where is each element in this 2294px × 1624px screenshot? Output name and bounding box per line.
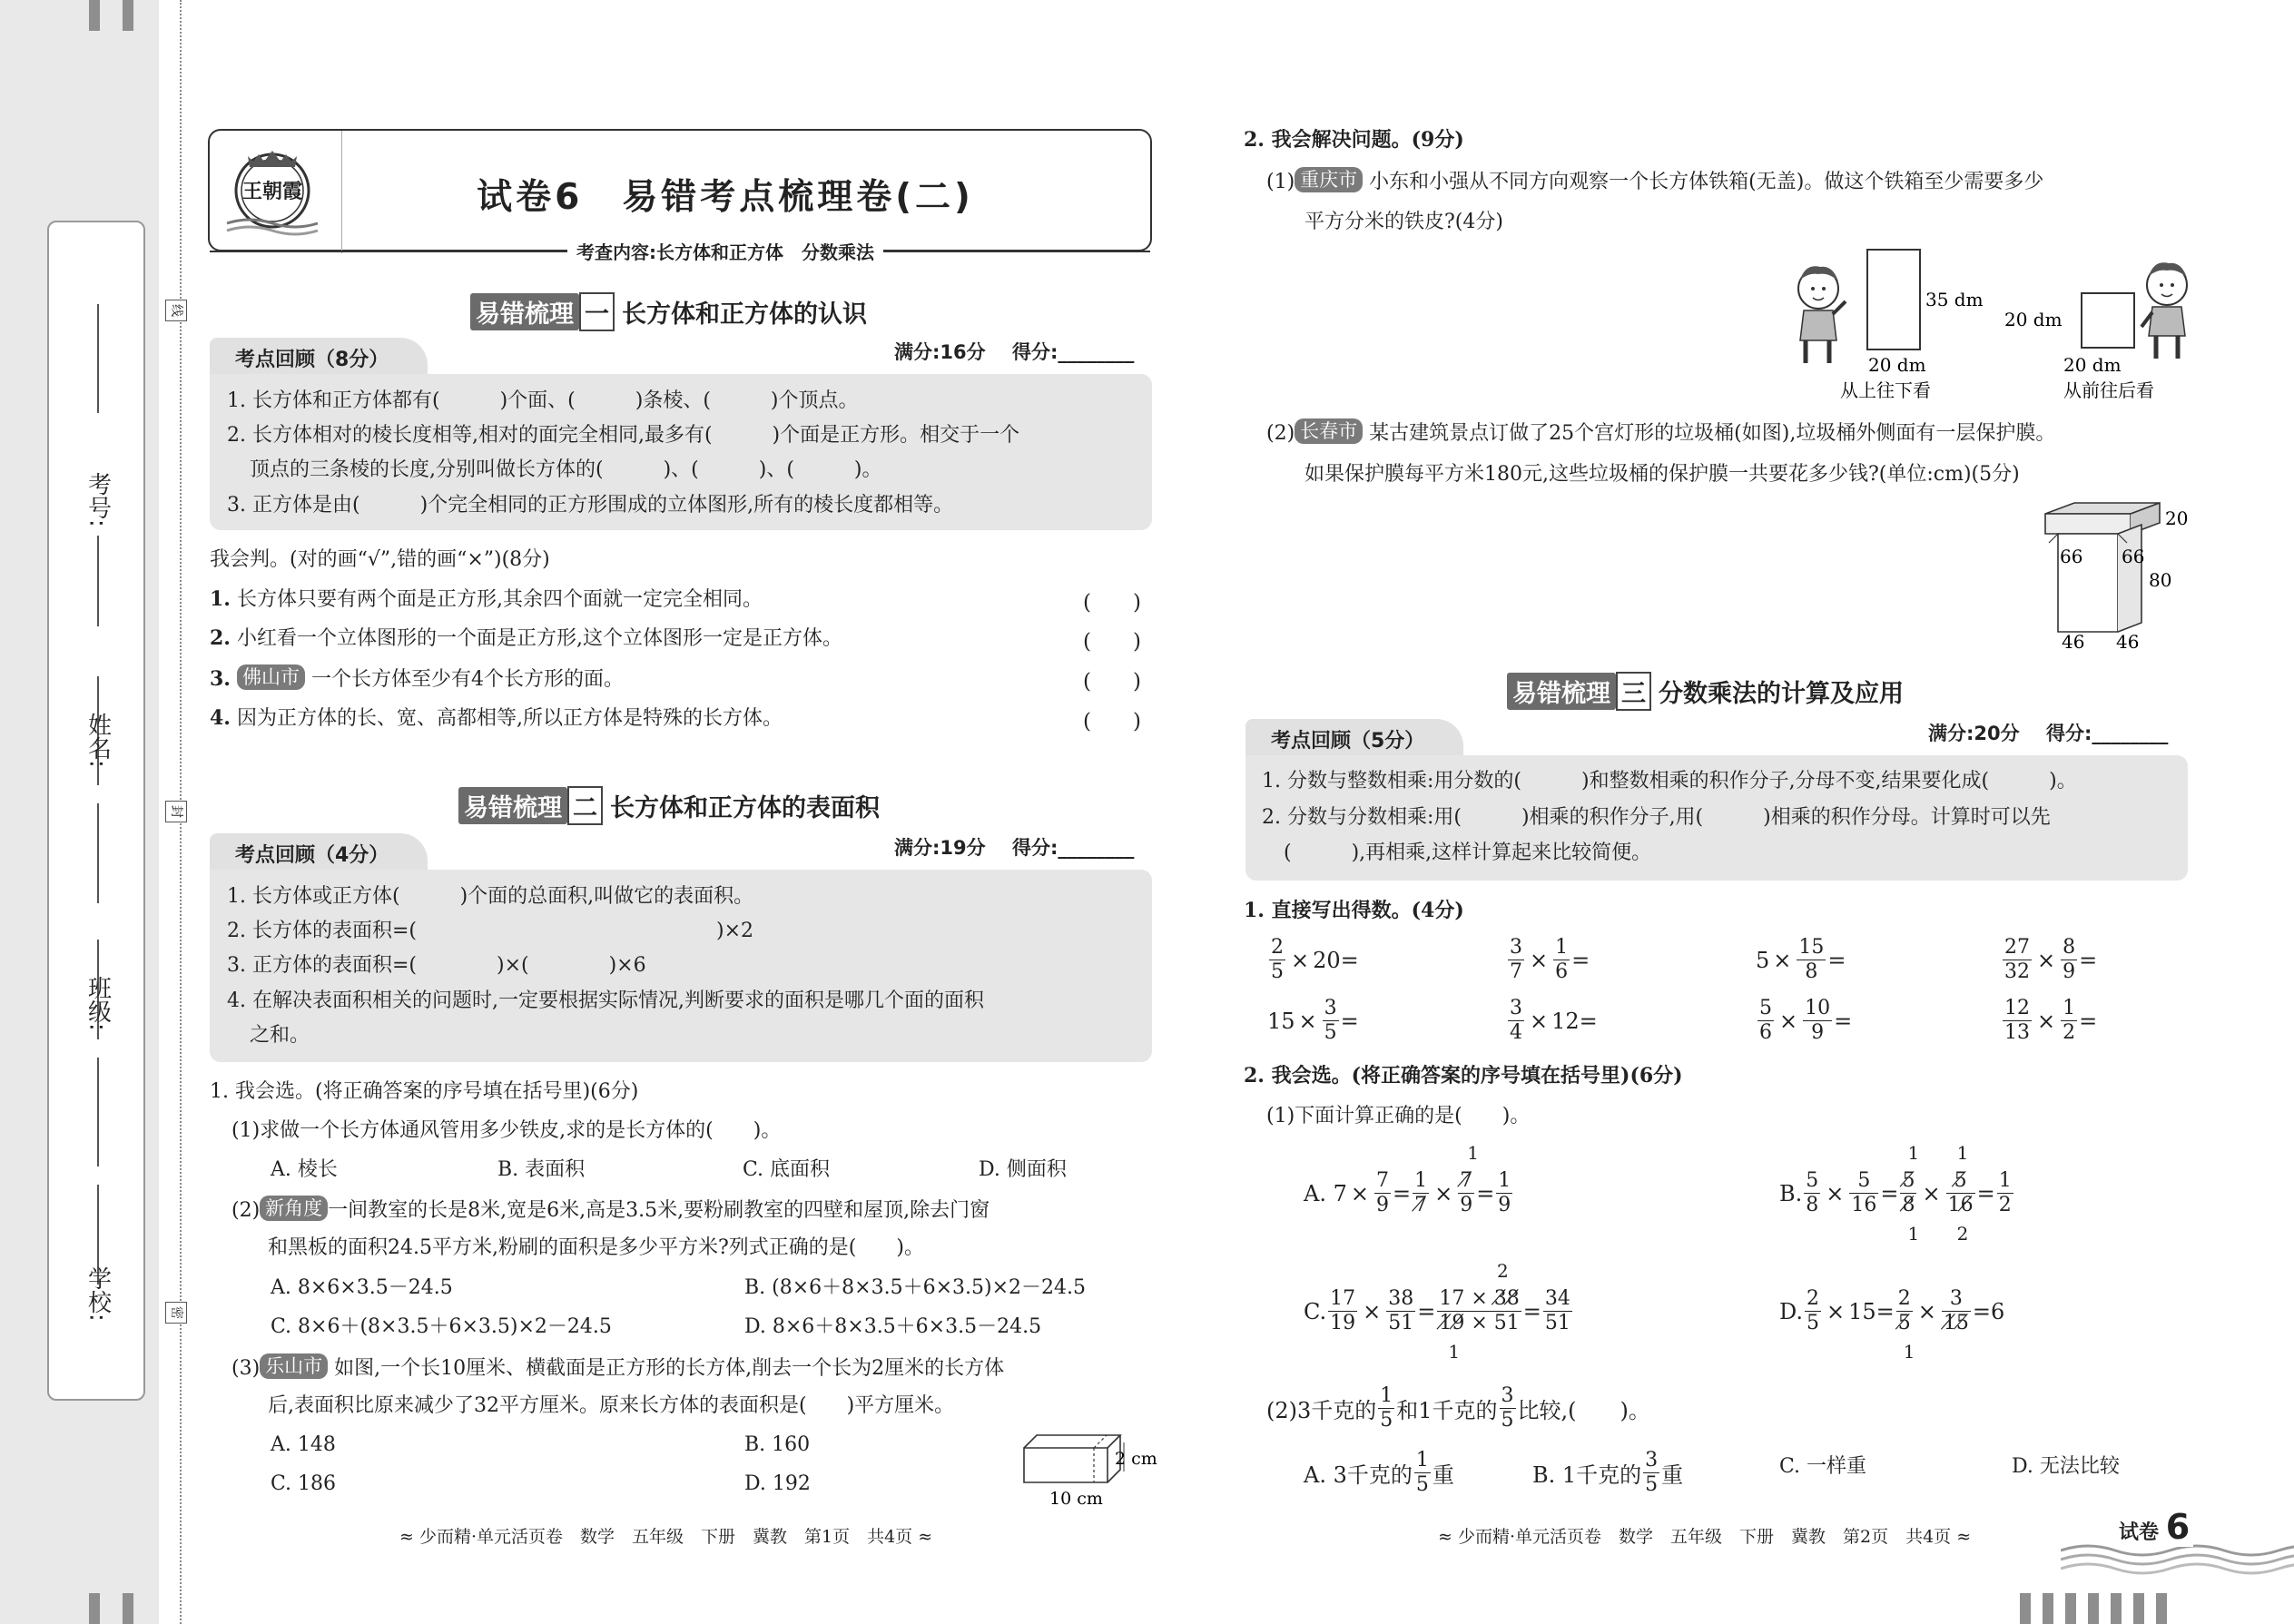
section3-heading	[1507, 672, 1904, 711]
option-b: B. 表面积	[497, 1158, 586, 1181]
q-line: 小东和小强从不同方向观察一个长方体铁箱(无盖)。做这个铁箱至少需要多少	[1369, 171, 2044, 193]
option-b: B. (8×6＋8×3.5＋6×3.5)×2－24.5	[744, 1276, 1086, 1299]
question	[231, 1196, 989, 1225]
q-prefix: (1)	[1266, 171, 1295, 193]
review-line: 2. 长方体的表面积=( )×2	[227, 920, 754, 942]
exam-no-label: 考号:	[84, 472, 112, 527]
answer-paren[interactable]: ( )	[1083, 710, 1141, 733]
q-line: 如图,一个长10厘米、横截面是正方形的长方体,削去一个长为2厘米的长方体	[334, 1357, 1005, 1380]
strip-mark	[89, 1593, 100, 1624]
new-angle-tag: 新角度	[260, 1196, 328, 1221]
student-info-card	[47, 221, 145, 1401]
exam-no-field[interactable]	[97, 304, 99, 413]
fraction: $\frac{3}{4}$	[1510, 997, 1522, 1044]
q-line: 一间教室的长是8米,宽是6米,高是3.5米,要粉刷教室的四壁和屋顶,除去门窗	[328, 1199, 990, 1222]
option-c: C. 8×6＋(8×3.5＋6×3.5)×2－24.5	[271, 1315, 612, 1338]
item-text: 因为正方体的长、宽、高都相等,所以正方体是特殊的长方体。	[236, 707, 783, 730]
strip-mark	[2043, 1593, 2053, 1624]
q-prefix: (2)	[231, 1199, 261, 1222]
question: (2)3千克的 $\frac{1}{5}$ 和1千克的 $\frac{3}{5}$ 比较,( )。	[1266, 1384, 1650, 1432]
review-line: 3. 正方体是由( )个完全相同的正方形围成的立体图形,所有的棱长度都相等。	[227, 494, 954, 517]
strip-mark	[2156, 1593, 2167, 1624]
section3-score-got[interactable]: 得分:________	[2046, 723, 2169, 744]
fig-label-10cm: 10 cm	[1049, 1489, 1103, 1509]
label-66-right: 66	[2122, 546, 2145, 567]
option-c: C. 底面积	[743, 1158, 831, 1181]
caption-front-view: 从前往后看	[2063, 379, 2154, 401]
fraction: $\frac{1}{6}$	[1555, 936, 1569, 983]
section2-tag: 易错梳理	[458, 787, 567, 824]
section3-num: 三	[1616, 672, 1651, 711]
class-field-2[interactable]	[97, 1058, 99, 1166]
q2-title	[1244, 126, 1464, 153]
option-d: D. 无法比较	[2012, 1455, 2120, 1478]
item-text: 小红看一个立体图形的一个面是正方形,这个立体图形一定是正方体。	[236, 627, 842, 650]
fraction: $\frac{15}{8}$	[1798, 936, 1825, 983]
strip-mark	[2133, 1593, 2144, 1624]
label-20dm-b: 20 dm	[2004, 309, 2063, 330]
section3-score-full: 满分:20分	[1928, 723, 2020, 744]
fraction: $\frac{10}{9}$	[1805, 997, 1831, 1044]
judge-item	[210, 625, 842, 653]
item-num: 1.	[210, 587, 231, 611]
fraction: $\frac{3}{5}$	[1324, 997, 1337, 1044]
title-box	[208, 129, 1152, 251]
item-text: 长方体只要有两个面是正方形,其余四个面就一定完全相同。	[236, 588, 763, 611]
calc-item: $\frac{3}{7}$ × $\frac{1}{6}$ =	[1510, 936, 1590, 983]
item-num: 3.	[210, 667, 231, 691]
label-46-right: 46	[2116, 631, 2140, 652]
option-c: C. $\frac{17}{19}$ × $\frac{38}{51}$ = 17 × 3̸8̸ 1̸9̸ × 51 2 1 = $\frac{34}{51}$	[1304, 1260, 1570, 1363]
fraction: $\frac{27}{32}$	[2004, 936, 2030, 983]
judge-item	[210, 664, 624, 694]
fraction: $\frac{2}{5}$	[1271, 936, 1284, 983]
strip-mark	[123, 0, 133, 31]
name-field-2[interactable]	[97, 803, 99, 903]
section2-score-full: 满分:19分	[894, 837, 986, 859]
logo-text: 王朝霞	[241, 180, 303, 203]
class-label: 班级:	[84, 976, 112, 1031]
q-line: 某古建筑景点订做了25个宫灯形的垃圾桶(如图),垃圾桶外侧面有一层保护膜。	[1369, 422, 2056, 445]
name-label: 姓名:	[84, 713, 112, 768]
judge-item	[210, 586, 763, 614]
calc-item: 5 × $\frac{15}{8}$ =	[1756, 936, 1846, 983]
q2-title-text: 2. 我会解决问题。(9分)	[1244, 128, 1464, 152]
section2-score-got[interactable]: 得分:________	[1012, 837, 1135, 859]
option-d: D. 侧面积	[979, 1158, 1067, 1181]
fraction: $\frac{5}{6}$	[1759, 997, 1772, 1044]
section3-tag: 易错梳理	[1507, 673, 1616, 710]
section2-num: 二	[567, 786, 603, 825]
answer-paren[interactable]: ( )	[1083, 630, 1141, 654]
option-c: C. 一样重	[1779, 1455, 1867, 1478]
option-b: B. $\frac{5}{8}$ × $\frac{5}{16}$ = 1 5̸ 8̸ 1 × 1 5̸ 16̸ 2 = $\frac{1}{2}$	[1779, 1142, 2012, 1245]
option-d: D. 192	[744, 1472, 811, 1495]
question-cont: 如果保护膜每平方米180元,这些垃圾桶的保护膜一共要花多少钱?(单位:cm)(5分)	[1305, 463, 2020, 486]
strip-mark	[2020, 1593, 2031, 1624]
option-d: D. 8×6＋8×3.5＋6×3.5－24.5	[744, 1315, 1042, 1338]
question	[1266, 418, 2055, 448]
boy-right-figure	[2141, 262, 2187, 359]
review-line: 顶点的三条棱的长度,分别叫做长方体的( )、( )、( )。	[250, 458, 882, 481]
review-line: 1. 长方体或正方体( )个面的总面积,叫做它的表面积。	[227, 885, 754, 908]
section2-title: 长方体和正方体的表面积	[610, 794, 880, 822]
calc-item: 15 × $\frac{3}{5}$ =	[1267, 997, 1359, 1044]
binding-strip	[0, 0, 159, 1624]
q3-title-text: 1. 直接写出得数。(4分)	[1244, 899, 1464, 922]
boy-left-figure	[1798, 266, 1846, 363]
calc-item: $\frac{2}{5}$ × 20=	[1271, 936, 1359, 983]
question-cont: 平方分米的铁皮?(4分)	[1305, 211, 1503, 233]
question: (1)下面计算正确的是( )。	[1266, 1105, 1531, 1127]
q3-title	[1244, 897, 1464, 924]
section2-review-tab: 考点回顾（4分）	[210, 833, 428, 871]
label-66-left: 66	[2060, 546, 2083, 567]
judge-title: 我会判。(对的画“√”,错的画“×”)(8分)	[210, 548, 550, 571]
q4-title	[1244, 1062, 1683, 1089]
label-20dm-c: 20 dm	[2063, 354, 2122, 376]
exam-no-field-2[interactable]	[97, 536, 99, 626]
judge-item	[210, 704, 783, 733]
fig-label-2cm: 2 cm	[1115, 1449, 1157, 1469]
fraction: $\frac{1}{2}$	[2063, 997, 2076, 1044]
label-80: 80	[2149, 569, 2172, 591]
review-line: 3. 正方体的表面积=( )×( )×6	[227, 954, 646, 977]
strip-mark	[123, 1593, 133, 1624]
region-tag: 长春市	[1295, 418, 1363, 444]
section1-score-got[interactable]: 得分:________	[1012, 341, 1135, 363]
q4-title-text: 2. 我会选。(将正确答案的序号填在括号里)(6分)	[1244, 1064, 1683, 1088]
question: (1)求做一个长方体通风管用多少铁皮,求的是长方体的( )。	[231, 1119, 782, 1142]
region-tag: 乐山市	[260, 1353, 328, 1379]
calc-item: $\frac{5}{6}$ × $\frac{10}{9}$ =	[1759, 997, 1853, 1044]
paper-label: 试卷	[2119, 1521, 2160, 1544]
option-c: C. 186	[271, 1472, 337, 1495]
footer-right: ≈ 少而精·单元活页卷 数学 五年级 下册 冀教 第2页 共4页 ≈	[1438, 1527, 1972, 1547]
calc-item: $\frac{3}{4}$ × 12=	[1510, 997, 1598, 1044]
label-20: 20	[2165, 507, 2189, 529]
label-35dm: 35 dm	[1925, 289, 1984, 310]
paper-number: 6	[2165, 1507, 2191, 1547]
question	[231, 1353, 1004, 1383]
item-num: 2.	[210, 626, 231, 650]
fraction: $\frac{3}{7}$	[1510, 936, 1522, 983]
section1-title: 长方体和正方体的认识	[622, 300, 867, 329]
calc-item: $\frac{12}{13}$ × $\frac{1}{2}$ =	[2004, 997, 2098, 1044]
footer-left: ≈ 少而精·单元活页卷 数学 五年级 下册 冀教 第1页 共4页 ≈	[399, 1527, 933, 1547]
tank-views-figure	[1793, 245, 2206, 404]
option-a: A. 7 × $\frac{7}{9}$ = $\frac{1}{7̸}$ × 1 7̸ 9 = $\frac{1}{9}$	[1304, 1142, 1511, 1216]
section1-heading	[470, 292, 867, 331]
label-46-left: 46	[2062, 631, 2085, 652]
page-title: 试卷6 易错考点梳理卷(二)	[477, 177, 974, 218]
strip-mark	[2065, 1593, 2076, 1624]
trash-bin-figure	[2038, 497, 2201, 652]
q-prefix: (3)	[231, 1357, 261, 1380]
school-label: 学校:	[84, 1266, 112, 1322]
section3-review-tab: 考点回顾（5分）	[1245, 719, 1463, 757]
choice-title-text: 1. 我会选。(将正确答案的序号填在括号里)(6分)	[210, 1080, 639, 1103]
region-tag: 佛山市	[237, 664, 305, 690]
option-a: A. 棱长	[271, 1158, 338, 1181]
calc-item: $\frac{27}{32}$ × $\frac{8}{9}$ =	[2004, 936, 2098, 983]
strip-mark	[2111, 1593, 2122, 1624]
question-cont: 和黑板的面积24.5平方米,粉刷的面积是多少平方米?列式正确的是( )。	[268, 1236, 924, 1259]
option-a: A. 3千克的 $\frac{1}{5}$ 重	[1304, 1449, 1454, 1496]
review-line: 2. 长方体相对的棱长度相等,相对的面完全相同,最多有( )个面是正方形。相交于一个	[227, 424, 1020, 447]
option-b: B. 1千克的 $\frac{3}{5}$ 重	[1532, 1449, 1684, 1496]
review-line: 1. 长方体和正方体都有( )个面、( )条棱、( )个顶点。	[227, 389, 859, 412]
margin-mark-secret: 密	[165, 1302, 187, 1324]
option-b: B. 160	[744, 1433, 811, 1456]
region-tag: 重庆市	[1295, 167, 1363, 192]
item-num: 4.	[210, 706, 231, 730]
question-cont: 后,表面积比原来减少了32平方厘米。原来长方体的表面积是( )平方厘米。	[268, 1394, 955, 1417]
answer-paren[interactable]: ( )	[1083, 591, 1141, 615]
choice-title	[210, 1078, 638, 1106]
page-subtitle: 考查内容:长方体和正方体 分数乘法	[567, 241, 883, 263]
question	[1266, 167, 2043, 196]
caption-top-view: 从上往下看	[1840, 379, 1931, 401]
fraction: $\frac{12}{13}$	[2004, 997, 2030, 1044]
section2-heading	[458, 786, 880, 825]
option-a: A. 8×6×3.5－24.5	[271, 1276, 453, 1299]
cuboid-figure	[1017, 1421, 1162, 1511]
q-prefix: (2)	[1266, 422, 1295, 445]
review-line: 1. 分数与整数相乘:用分数的( )和整数相乘的积作分子,分母不变,结果要化成( )。	[1262, 770, 2077, 792]
review-line: 2. 分数与分数相乘:用( )相乘的积作分子,用( )相乘的积作分母。计算时可以先	[1262, 806, 2051, 829]
paper-label-box	[2115, 1507, 2193, 1547]
fraction: $\frac{8}{9}$	[2063, 936, 2076, 983]
option-a: A. 148	[271, 1433, 336, 1456]
section1-num: 一	[579, 292, 615, 331]
section1-review-tab: 考点回顾（8分）	[210, 338, 428, 376]
strip-mark	[2088, 1593, 2099, 1624]
review-line: ( ),再相乘,这样计算起来比较简便。	[1284, 842, 1652, 864]
section1-tag: 易错梳理	[470, 293, 579, 330]
label-20dm-a: 20 dm	[1868, 354, 1926, 376]
strip-mark	[89, 0, 100, 31]
section1-score-full: 满分:16分	[894, 341, 986, 363]
section3-title: 分数乘法的计算及应用	[1659, 680, 1904, 708]
answer-paren[interactable]: ( )	[1083, 670, 1141, 694]
review-line: 4. 在解决表面积相关的问题时,一定要根据实际情况,判断要求的面积是哪几个面的面积	[227, 989, 984, 1012]
margin-mark-line: 线	[165, 300, 187, 321]
item-text: 一个长方体至少有4个长方形的面。	[310, 668, 624, 691]
review-line: 之和。	[250, 1024, 310, 1047]
option-d: D. $\frac{2}{5}$ × 15= 2 5̸ 1 × $\frac{3}{1̸5̸}$ =6	[1779, 1287, 2005, 1363]
margin-mark-seal: 封	[165, 801, 187, 822]
